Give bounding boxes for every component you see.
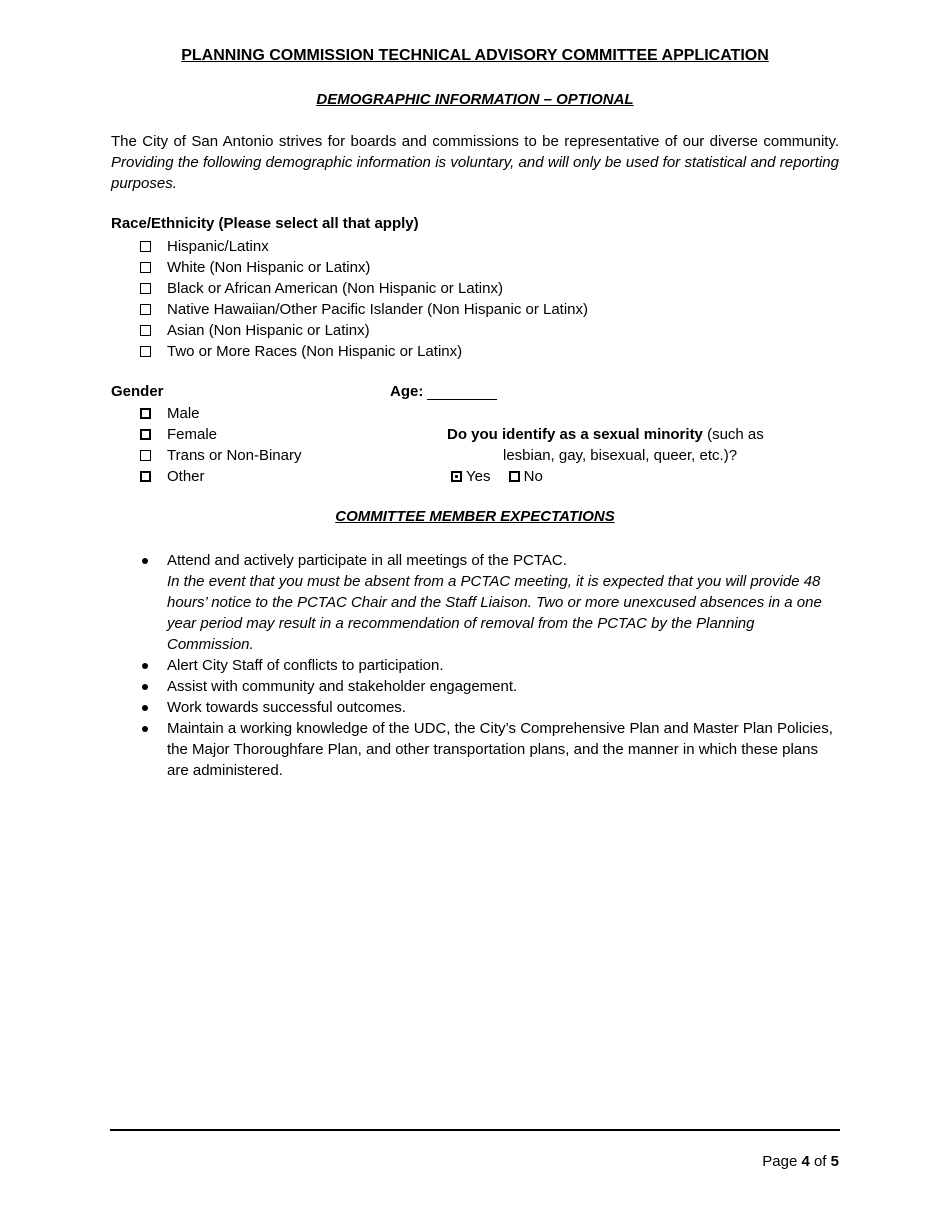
- list-item-text: Maintain a working knowledge of the UDC, the City’s Comprehensive Plan and Master Plan Policies, the Major Thoroughfare Plan, and other transportation plans, and the manner in which these plans are administered.: [167, 720, 833, 779]
- list-item: [140, 676, 840, 697]
- list-item-note: In the event that you must be absent from a PCTAC meeting, it is expected that you will provide 48 hours’ notice to the PCTAC Chair and the Staff Liaison. Two or more unexcused absences in a one year period may result in a recommendation of removal from the PCTAC by the Planning Commission.: [167, 573, 822, 653]
- no-option[interactable]: [509, 468, 543, 485]
- checkbox-icon[interactable]: [140, 304, 151, 315]
- race-option-label: Native Hawaiian/Other Pacific Islander (Non Hispanic or Latinx): [167, 301, 589, 318]
- list-item-text: Assist with community and stakeholder engagement.: [167, 678, 518, 695]
- bullet-icon: [142, 663, 148, 669]
- checkbox-icon[interactable]: [140, 450, 151, 461]
- footer-divider: [110, 1129, 840, 1131]
- checkbox-icon[interactable]: [140, 241, 151, 252]
- race-option-label: Black or African American (Non Hispanic or Latinx): [167, 280, 503, 297]
- bullet-icon: [142, 684, 148, 690]
- page-title: PLANNING COMMISSION TECHNICAL ADVISORY COMMITTEE APPLICATION: [181, 47, 769, 64]
- page-number: [762, 1153, 839, 1170]
- race-option-label: Hispanic/Latinx: [167, 238, 269, 255]
- list-item: [140, 718, 840, 781]
- total-pages: 5: [830, 1153, 839, 1170]
- race-label: Race/Ethnicity (Please select all that apply): [111, 215, 419, 232]
- race-option-label: White (Non Hispanic or Latinx): [167, 259, 371, 276]
- checkbox-icon[interactable]: [451, 471, 462, 482]
- page-prefix: Page: [762, 1153, 802, 1170]
- checkbox-icon[interactable]: [509, 471, 520, 482]
- checkbox-icon[interactable]: [140, 429, 151, 440]
- age-input-line[interactable]: [427, 385, 497, 400]
- race-option-label: Two or More Races (Non Hispanic or Latinx): [167, 343, 463, 360]
- sexual-minority-answers: [451, 466, 543, 487]
- sexual-minority-question-cont: lesbian, gay, bisexual, queer, etc.)?: [503, 447, 738, 464]
- demographic-heading: DEMOGRAPHIC INFORMATION – OPTIONAL: [316, 91, 634, 108]
- age-label: Age:: [390, 383, 424, 400]
- yes-option[interactable]: [451, 468, 490, 485]
- checkbox-icon[interactable]: [140, 283, 151, 294]
- gender-option-label: Female: [167, 426, 218, 443]
- list-item: [140, 550, 840, 655]
- sexual-minority-question: [447, 424, 764, 445]
- page-of: of: [809, 1153, 831, 1170]
- list-item-text: Attend and actively participate in all meetings of the PCTAC.: [167, 552, 567, 569]
- bullet-icon: [142, 705, 148, 711]
- list-item-text: Work towards successful outcomes.: [167, 699, 406, 716]
- expectations-list: [140, 550, 840, 781]
- list-item: [140, 697, 840, 718]
- sexual-minority-rest: (such as: [702, 426, 764, 443]
- intro-italic-text: Providing the following demographic information is voluntary, and will only be used for statistical and reporting purposes.: [111, 154, 839, 192]
- no-label: No: [523, 468, 543, 485]
- gender-option-label: Other: [167, 468, 205, 485]
- bullet-icon: [142, 558, 148, 564]
- yes-label: Yes: [466, 468, 491, 485]
- bullet-icon: [142, 726, 148, 732]
- gender-option-label: Male: [167, 405, 200, 422]
- checkbox-icon[interactable]: [140, 471, 151, 482]
- list-item-text: Alert City Staff of conflicts to participation.: [167, 657, 444, 674]
- sexual-minority-bold: Do you identify as a sexual minority: [447, 426, 703, 443]
- intro-text: The City of San Antonio strives for boards and commissions to be representative of our diverse community.: [111, 133, 839, 150]
- checkbox-icon[interactable]: [140, 262, 151, 273]
- expectations-heading: COMMITTEE MEMBER EXPECTATIONS: [335, 508, 615, 525]
- current-page: 4: [801, 1153, 810, 1170]
- gender-label: Gender: [111, 383, 164, 400]
- age-field[interactable]: [390, 383, 497, 400]
- checkbox-icon[interactable]: [140, 408, 151, 419]
- race-option-label: Asian (Non Hispanic or Latinx): [167, 322, 370, 339]
- list-item: [140, 655, 840, 676]
- intro-paragraph: [111, 131, 839, 194]
- checkbox-icon[interactable]: [140, 346, 151, 357]
- gender-option-label: Trans or Non-Binary: [167, 447, 302, 464]
- checkbox-icon[interactable]: [140, 325, 151, 336]
